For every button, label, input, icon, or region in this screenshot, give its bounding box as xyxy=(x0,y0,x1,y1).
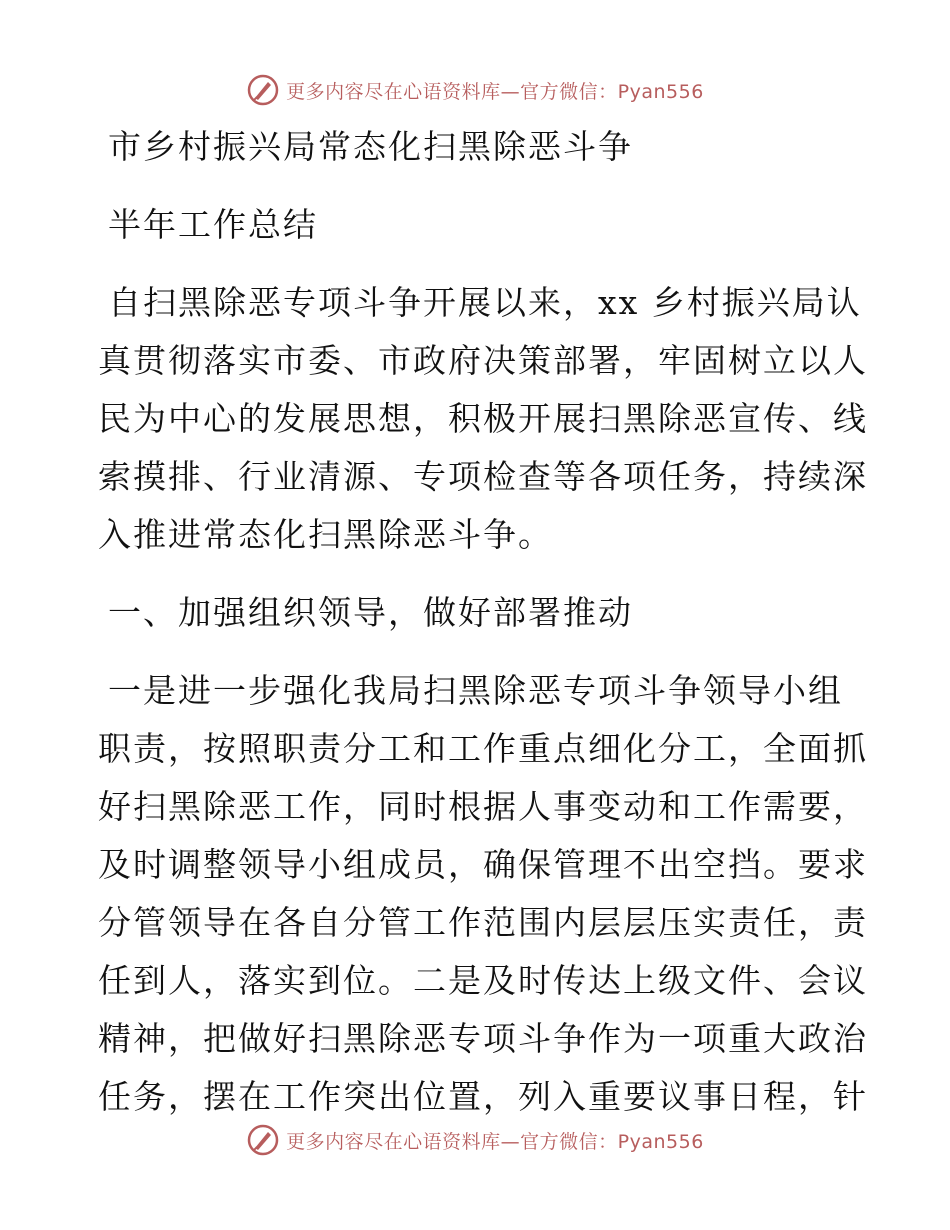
paragraph-line: 索摸排、行业清源、专项检查等各项任务，持续深 xyxy=(98,457,868,496)
section1-paragraph xyxy=(98,662,868,1126)
paragraph-line: 真贯彻落实市委、市政府决策部署，牢固树立以人 xyxy=(98,341,868,380)
watermark-text: 更多内容尽在心语资料库—官方微信：Pyan556 xyxy=(286,1130,704,1153)
paragraph-line: 入推进常态化扫黑除恶斗争。 xyxy=(98,515,553,554)
paragraph-line: 任到人，落实到位。二是及时传达上级文件、会议 xyxy=(98,961,868,1000)
footer-watermark xyxy=(0,1120,950,1160)
section-heading: 一、加强组织领导，做好部署推动 xyxy=(108,593,633,632)
paragraph-line: 职责，按照职责分工和工作重点细化分工，全面抓 xyxy=(98,729,868,768)
paragraph-line: 任务，摆在工作突出位置，列入重要议事日程，针 xyxy=(98,1077,868,1116)
watermark-text: 更多内容尽在心语资料库—官方微信：Pyan556 xyxy=(286,80,704,103)
paragraph-line: 自扫黑除恶专项斗争开展以来，xx 乡村振兴局认 xyxy=(108,283,862,322)
paragraph-line: 民为中心的发展思想，积极开展扫黑除恶宣传、线 xyxy=(98,399,868,438)
intro-paragraph xyxy=(98,274,868,564)
document-title-line-2: 半年工作总结 xyxy=(108,205,318,244)
paragraph-line: 精神，把做好扫黑除恶专项斗争作为一项重大政治 xyxy=(98,1019,868,1058)
document-body xyxy=(98,118,868,1126)
paragraph-line: 一是进一步强化我局扫黑除恶专项斗争领导小组 xyxy=(108,671,843,710)
paragraph-line: 及时调整领导小组成员，确保管理不出空挡。要求 xyxy=(98,845,868,884)
document-title-line-1: 市乡村振兴局常态化扫黑除恶斗争 xyxy=(108,127,633,166)
paragraph-line: 分管领导在各自分管工作范围内层层压实责任，责 xyxy=(98,903,868,942)
header-watermark xyxy=(0,70,950,110)
paragraph-line: 好扫黑除恶工作，同时根据人事变动和工作需要， xyxy=(98,787,868,826)
quill-logo-icon xyxy=(246,73,280,107)
quill-logo-icon xyxy=(246,1123,280,1157)
